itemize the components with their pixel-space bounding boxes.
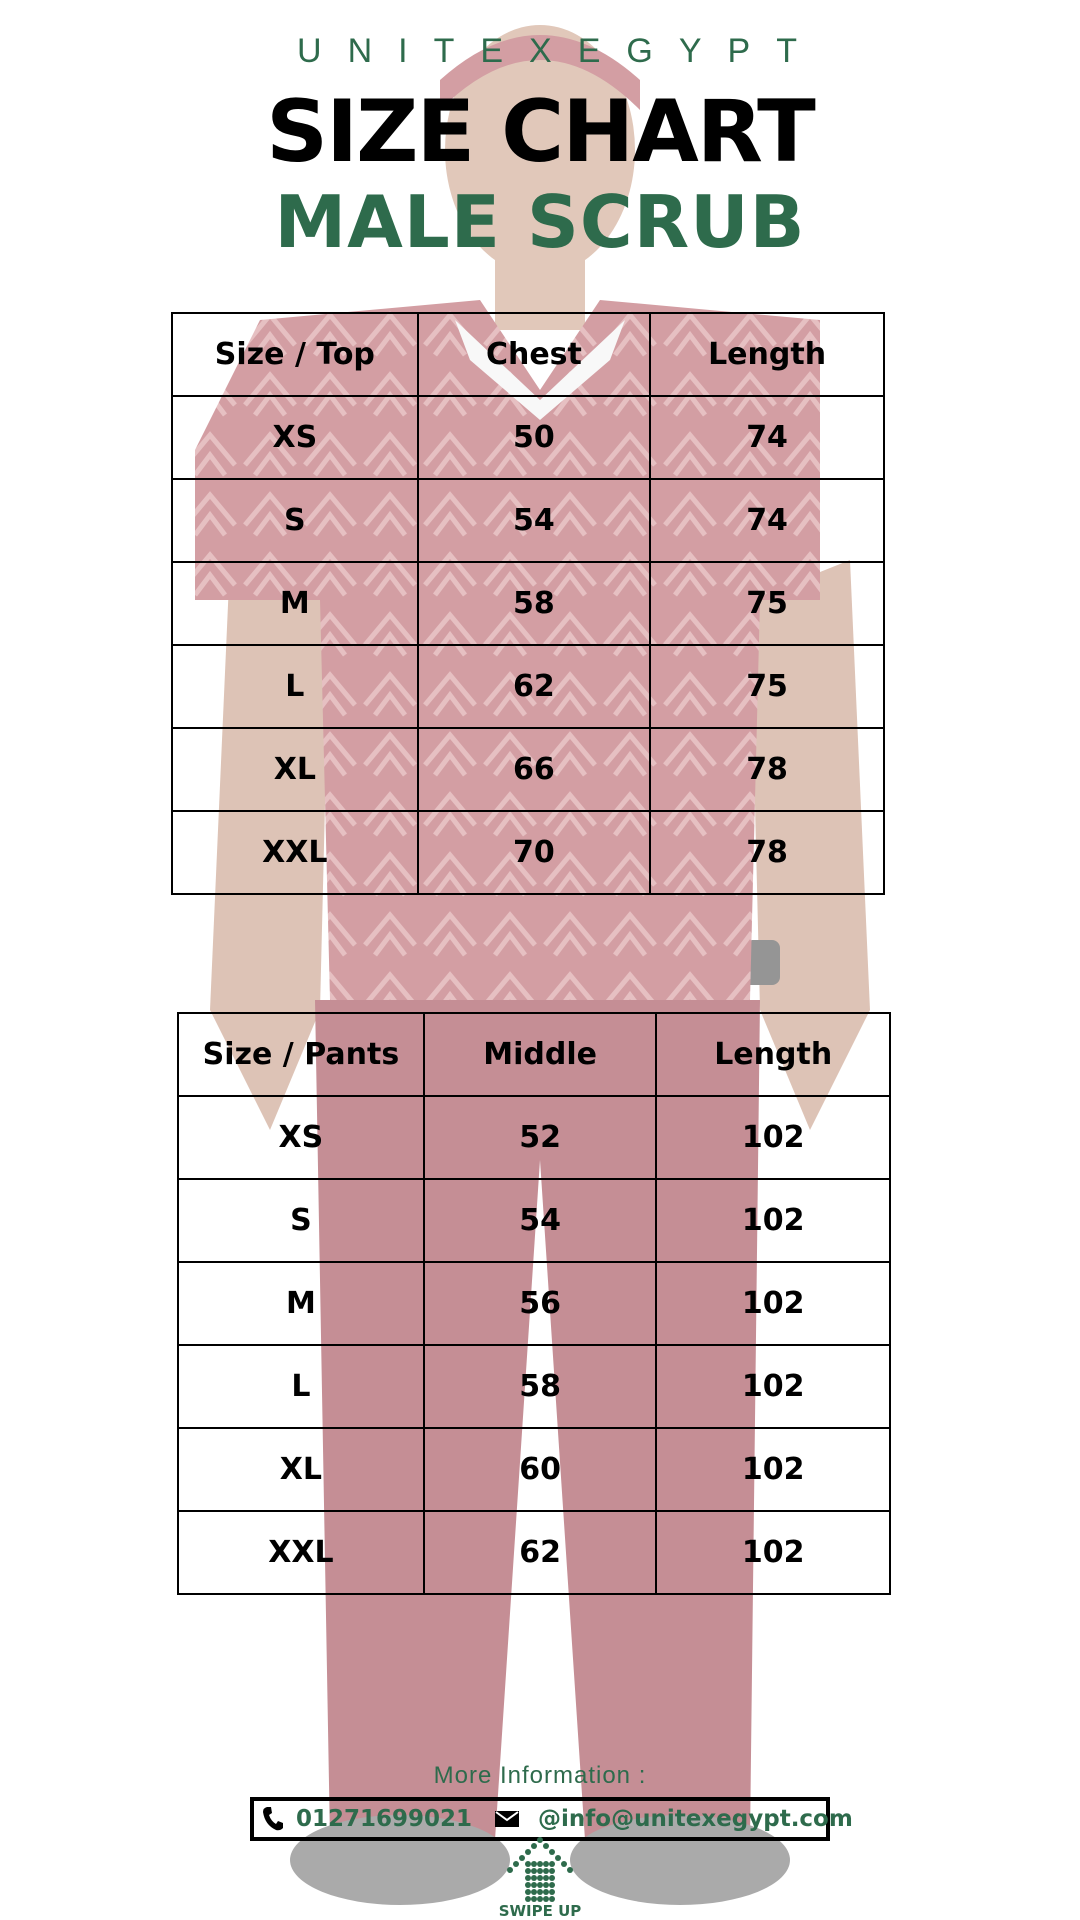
table-row xyxy=(172,562,884,645)
table-cell: 102 xyxy=(656,1511,890,1594)
table-header-row xyxy=(178,1013,890,1096)
table-cell: XL xyxy=(178,1428,424,1511)
table-cell: 102 xyxy=(656,1345,890,1428)
envelope-icon xyxy=(494,1809,520,1829)
table-cell: 58 xyxy=(418,562,650,645)
table-cell: 78 xyxy=(650,811,884,894)
table-row xyxy=(172,728,884,811)
table-row xyxy=(172,811,884,894)
email-link[interactable]: @info@unitexegypt.com xyxy=(538,1806,853,1832)
table-row xyxy=(172,479,884,562)
page-subtitle: MALE SCRUB xyxy=(274,180,806,264)
table-cell: 52 xyxy=(424,1096,657,1179)
table-cell: XL xyxy=(172,728,418,811)
table-cell: 102 xyxy=(656,1428,890,1511)
table-cell: 54 xyxy=(418,479,650,562)
phone-icon xyxy=(262,1806,284,1832)
table-cell: XS xyxy=(178,1096,424,1179)
top-size-table xyxy=(171,312,885,895)
table-cell: 102 xyxy=(656,1262,890,1345)
table-cell: M xyxy=(172,562,418,645)
table-cell: L xyxy=(178,1345,424,1428)
pants-size-table xyxy=(177,1012,891,1595)
swipe-up-control[interactable] xyxy=(490,1836,590,1907)
table-cell: 60 xyxy=(424,1428,657,1511)
table-cell: 50 xyxy=(418,396,650,479)
table-cell: 102 xyxy=(656,1096,890,1179)
table-header-row xyxy=(172,313,884,396)
table-cell: 54 xyxy=(424,1179,657,1262)
table-cell: 58 xyxy=(424,1345,657,1428)
column-header: Length xyxy=(656,1013,890,1096)
phone-number-link[interactable]: 01271699021 xyxy=(296,1806,473,1832)
column-header: Middle xyxy=(424,1013,657,1096)
dotted-up-arrow-icon xyxy=(505,1836,575,1902)
column-header: Size / Top xyxy=(172,313,418,396)
page-title: SIZE CHART xyxy=(266,82,814,182)
table-cell: 66 xyxy=(418,728,650,811)
table-cell: 74 xyxy=(650,479,884,562)
table-row xyxy=(172,396,884,479)
table-cell: XXL xyxy=(178,1511,424,1594)
table-cell: S xyxy=(172,479,418,562)
table-cell: L xyxy=(172,645,418,728)
table-cell: 56 xyxy=(424,1262,657,1345)
table-row xyxy=(178,1262,890,1345)
contact-box xyxy=(250,1797,853,1841)
table-row xyxy=(178,1345,890,1428)
table-cell: M xyxy=(178,1262,424,1345)
table-cell: 74 xyxy=(650,396,884,479)
table-cell: S xyxy=(178,1179,424,1262)
swipe-up-label: SWIPE UP xyxy=(498,1902,582,1920)
table-row xyxy=(178,1511,890,1594)
table-cell: 75 xyxy=(650,562,884,645)
table-row xyxy=(178,1428,890,1511)
column-header: Chest xyxy=(418,313,650,396)
table-cell: 102 xyxy=(656,1179,890,1262)
table-row xyxy=(172,645,884,728)
column-header: Length xyxy=(650,313,884,396)
table-cell: 75 xyxy=(650,645,884,728)
table-cell: 62 xyxy=(418,645,650,728)
column-header: Size / Pants xyxy=(178,1013,424,1096)
table-cell: 62 xyxy=(424,1511,657,1594)
table-cell: 70 xyxy=(418,811,650,894)
table-cell: XXL xyxy=(172,811,418,894)
table-cell: 78 xyxy=(650,728,884,811)
table-row xyxy=(178,1096,890,1179)
table-cell: XS xyxy=(172,396,418,479)
brand-name: UNITEXEGYPT xyxy=(297,32,823,70)
table-row xyxy=(178,1179,890,1262)
more-information-label: More Information : xyxy=(433,1762,647,1789)
